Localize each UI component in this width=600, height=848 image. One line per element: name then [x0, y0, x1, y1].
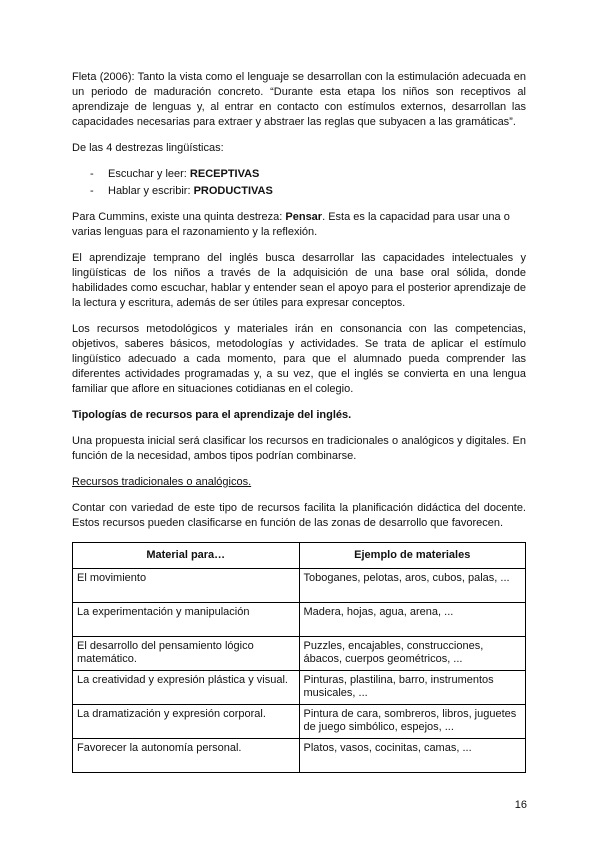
table-cell-material: La experimentación y manipulación — [73, 603, 300, 637]
list-item-bold: PRODUCTIVAS — [193, 185, 273, 197]
table-header-ejemplo: Ejemplo de materiales — [299, 543, 526, 569]
cummins-pre: Para Cummins, existe una quinta destreza: — [72, 211, 286, 223]
paragraph-recursos-metodologicos: Los recursos metodológicos y materiales irán en consonancia con las competencias, objetivos, saberes básicos, metodologías y actividades. Se trata de aplicar el estímulo lingüístico adecuado a cada momento, para que el alumnado pueda comprender las diferentes actividades programadas y, a su vez, que el inglés se convierta en una lengua familiar que aflore en situaciones cotidianas en el colegio. — [72, 323, 526, 395]
list-dash: - — [90, 185, 94, 197]
table-row — [73, 637, 526, 671]
table-header-row — [73, 543, 526, 569]
table-row — [73, 603, 526, 637]
table-cell-ejemplo: Madera, hojas, agua, arena, ... — [299, 603, 526, 637]
list-item-text: Hablar y escribir: — [108, 185, 194, 197]
list-item-productivas — [72, 184, 526, 199]
paragraph-fleta: Fleta (2006): Tanto la vista como el lenguaje se desarrollan con la estimulación adecuada en un periodo de maduración concreto. “Durante esta etapa los niños son receptivos al aprendizaje de lenguas y, al entrar en contacto con estímulos externos, desarrollan las capacidades necesarias para extraer y abstraer las reglas que subyacen a las gramáticas”. — [72, 71, 526, 128]
table-cell-material: La dramatización y expresión corporal. — [73, 705, 300, 739]
page-number: 16 — [514, 799, 527, 811]
destrezas-list — [72, 167, 526, 199]
table-cell-material: El movimiento — [73, 569, 300, 603]
cummins-bold: Pensar — [285, 211, 323, 223]
subsection-heading: Recursos tradicionales o analógicos. — [72, 476, 252, 488]
table-cell-material: Favorecer la autonomía personal. — [73, 739, 300, 773]
table-cell-ejemplo: Toboganes, pelotas, aros, cubos, palas, ... — [299, 569, 526, 603]
paragraph-destrezas-intro: De las 4 destrezas lingüísticas: — [72, 142, 224, 154]
section-heading: Tipologías de recursos para el aprendizaje del inglés. — [72, 409, 352, 421]
page-content — [72, 70, 526, 773]
table-cell-ejemplo: Puzzles, encajables, construcciones, ábacos, cuerpos geométricos, ... — [299, 637, 526, 671]
table-cell-ejemplo: Platos, vasos, cocinitas, camas, ... — [299, 739, 526, 773]
list-dash: - — [90, 168, 94, 180]
list-item-bold: RECEPTIVAS — [189, 168, 260, 180]
paragraph-aprendizaje-temprano: El aprendizaje temprano del inglés busca desarrollar las capacidades intelectuales y lingüísticas de los niños a través de la adquisición de una base oral sólida, donde habilidades como escuchar, hablar y entender sean el apoyo para el posterior aprendizaje de la lectura y escritura, además de ser útiles para expresar conceptos. — [72, 252, 526, 309]
paragraph-propuesta: Una propuesta inicial será clasificar los recursos en tradicionales o analógicos y digitales. En función de la necesidad, ambos tipos podrían combinarse. — [72, 435, 526, 462]
paragraph-contar-variedad: Contar con variedad de este tipo de recursos facilita la planificación didáctica del docente. Estos recursos pueden clasificarse en función de las zonas de desarrollo que favorecen. — [72, 502, 526, 529]
table-row — [73, 705, 526, 739]
table-row — [73, 739, 526, 773]
paragraph-cummins — [72, 210, 526, 240]
table-cell-material: La creatividad y expresión plástica y visual. — [73, 671, 300, 705]
cummins-post: . Esta es la capacidad para usar una o varias lenguas para el razonamiento y la reflexión. — [72, 211, 510, 238]
table-header-material: Material para… — [73, 543, 300, 569]
list-item-receptivas — [72, 167, 526, 182]
materials-table — [72, 542, 526, 773]
table-cell-ejemplo: Pinturas, plastilina, barro, instrumentos musicales, ... — [299, 671, 526, 705]
table-row — [73, 671, 526, 705]
table-cell-ejemplo: Pintura de cara, sombreros, libros, juguetes de juego simbólico, espejos, ... — [299, 705, 526, 739]
list-item-text: Escuchar y leer: — [108, 168, 190, 180]
table-cell-material: El desarrollo del pensamiento lógico matemático. — [73, 637, 300, 671]
table-row — [73, 569, 526, 603]
